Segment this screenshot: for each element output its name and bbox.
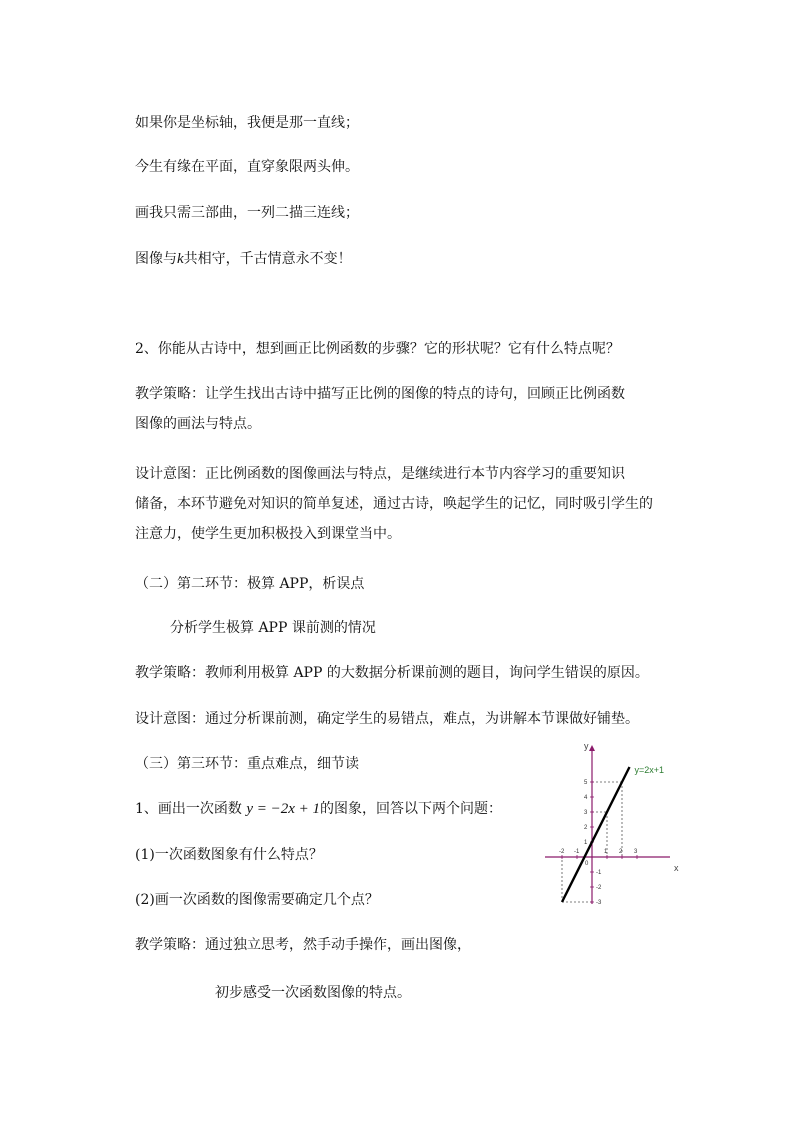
section-2-title: （二）第二环节：极算 APP，析误点 — [135, 576, 365, 592]
intent-1-line-3: 注意力，使学生更加积极投入到课堂当中。 — [135, 526, 401, 542]
y-axis-label: y — [584, 741, 589, 751]
y-axis-arrow — [589, 745, 595, 751]
origin-label: 0 — [585, 861, 589, 867]
intent-1-line-2: 储备，本环节避免对知识的简单复述，通过古诗，唤起学生的记忆，同时吸引学生的 — [135, 496, 653, 512]
series-label: y=2x+1 — [634, 765, 665, 775]
poem-line-2: 今生有缘在平面，直穿象限两头伸。 — [135, 159, 359, 175]
x-tick-label: 1 — [604, 849, 608, 855]
section-3-sub-question-1: (1)一次函数图象有什么特点？ — [135, 847, 323, 863]
x-axis-label: x — [674, 863, 679, 873]
x-tick-label: -2 — [559, 849, 565, 855]
y-tick-label: -2 — [596, 885, 602, 891]
y-tick-label: 4 — [584, 795, 588, 801]
strategy-1-line-1: 教学策略：让学生找出古诗中描写正比例的图像的特点的诗句，回顾正比例函数 — [135, 386, 625, 402]
poem-line-4-pre: 图像与 — [135, 251, 177, 267]
question-1-pre: 1、画出一次函数 — [135, 801, 247, 817]
question-1-post: 的图象，回答以下两个问题： — [320, 801, 503, 817]
series-line — [562, 767, 630, 902]
y-tick-label: 2 — [584, 825, 588, 831]
section-2-intent: 设计意图：通过分析课前测，确定学生的易错点，难点，为讲解本节课做好铺垫。 — [135, 711, 639, 727]
y-tick-label: 3 — [584, 810, 588, 816]
section-3-title: （三）第三环节：重点难点，细节读 — [135, 756, 359, 772]
x-tick-label: 2 — [619, 849, 623, 855]
question-1-formula: y = −2x + 1 — [246, 801, 321, 817]
y-tick-label: -1 — [596, 870, 602, 876]
y-tick-label: -3 — [596, 900, 602, 906]
x-tick-label: -1 — [574, 849, 580, 855]
section-3-strategy-continued: 初步感受一次函数图像的特点。 — [215, 985, 411, 1001]
section-2-subtitle: 分析学生极算 APP 课前测的情况 — [170, 620, 376, 636]
poem-k-variable: k — [177, 251, 184, 267]
strategy-1-line-2: 图像的画法与特点。 — [135, 416, 261, 432]
poem-line-1: 如果你是坐标轴，我便是那一直线； — [135, 115, 359, 131]
poem-line-3: 画我只需三部曲，一列二描三连线； — [135, 205, 359, 221]
linear-function-graph — [540, 741, 680, 912]
x-tick-label: 3 — [634, 849, 638, 855]
intent-1-line-1: 设计意图：正比例函数的图像画法与特点，是继续进行本节内容学习的重要知识 — [135, 466, 625, 482]
y-tick-label: 1 — [584, 840, 588, 846]
section-3-sub-question-2: (2)画一次函数的图像需要确定几个点？ — [135, 892, 379, 908]
section-3-strategy: 教学策略：通过独立思考，然手动手操作，画出图像， — [135, 937, 471, 953]
section-3-question-1 — [135, 799, 502, 819]
section-2-strategy: 教学策略：教师利用极算 APP 的大数据分析课前测的题目，询问学生错误的原因。 — [135, 665, 649, 681]
poem-line-4-post: 共相守，千古情意永不变！ — [183, 251, 352, 267]
poem-line-4 — [135, 249, 352, 269]
y-tick-label: 5 — [584, 780, 588, 786]
question-2: 2、你能从古诗中，想到画正比例函数的步骤？它的形状呢？它有什么特点呢？ — [135, 341, 620, 357]
